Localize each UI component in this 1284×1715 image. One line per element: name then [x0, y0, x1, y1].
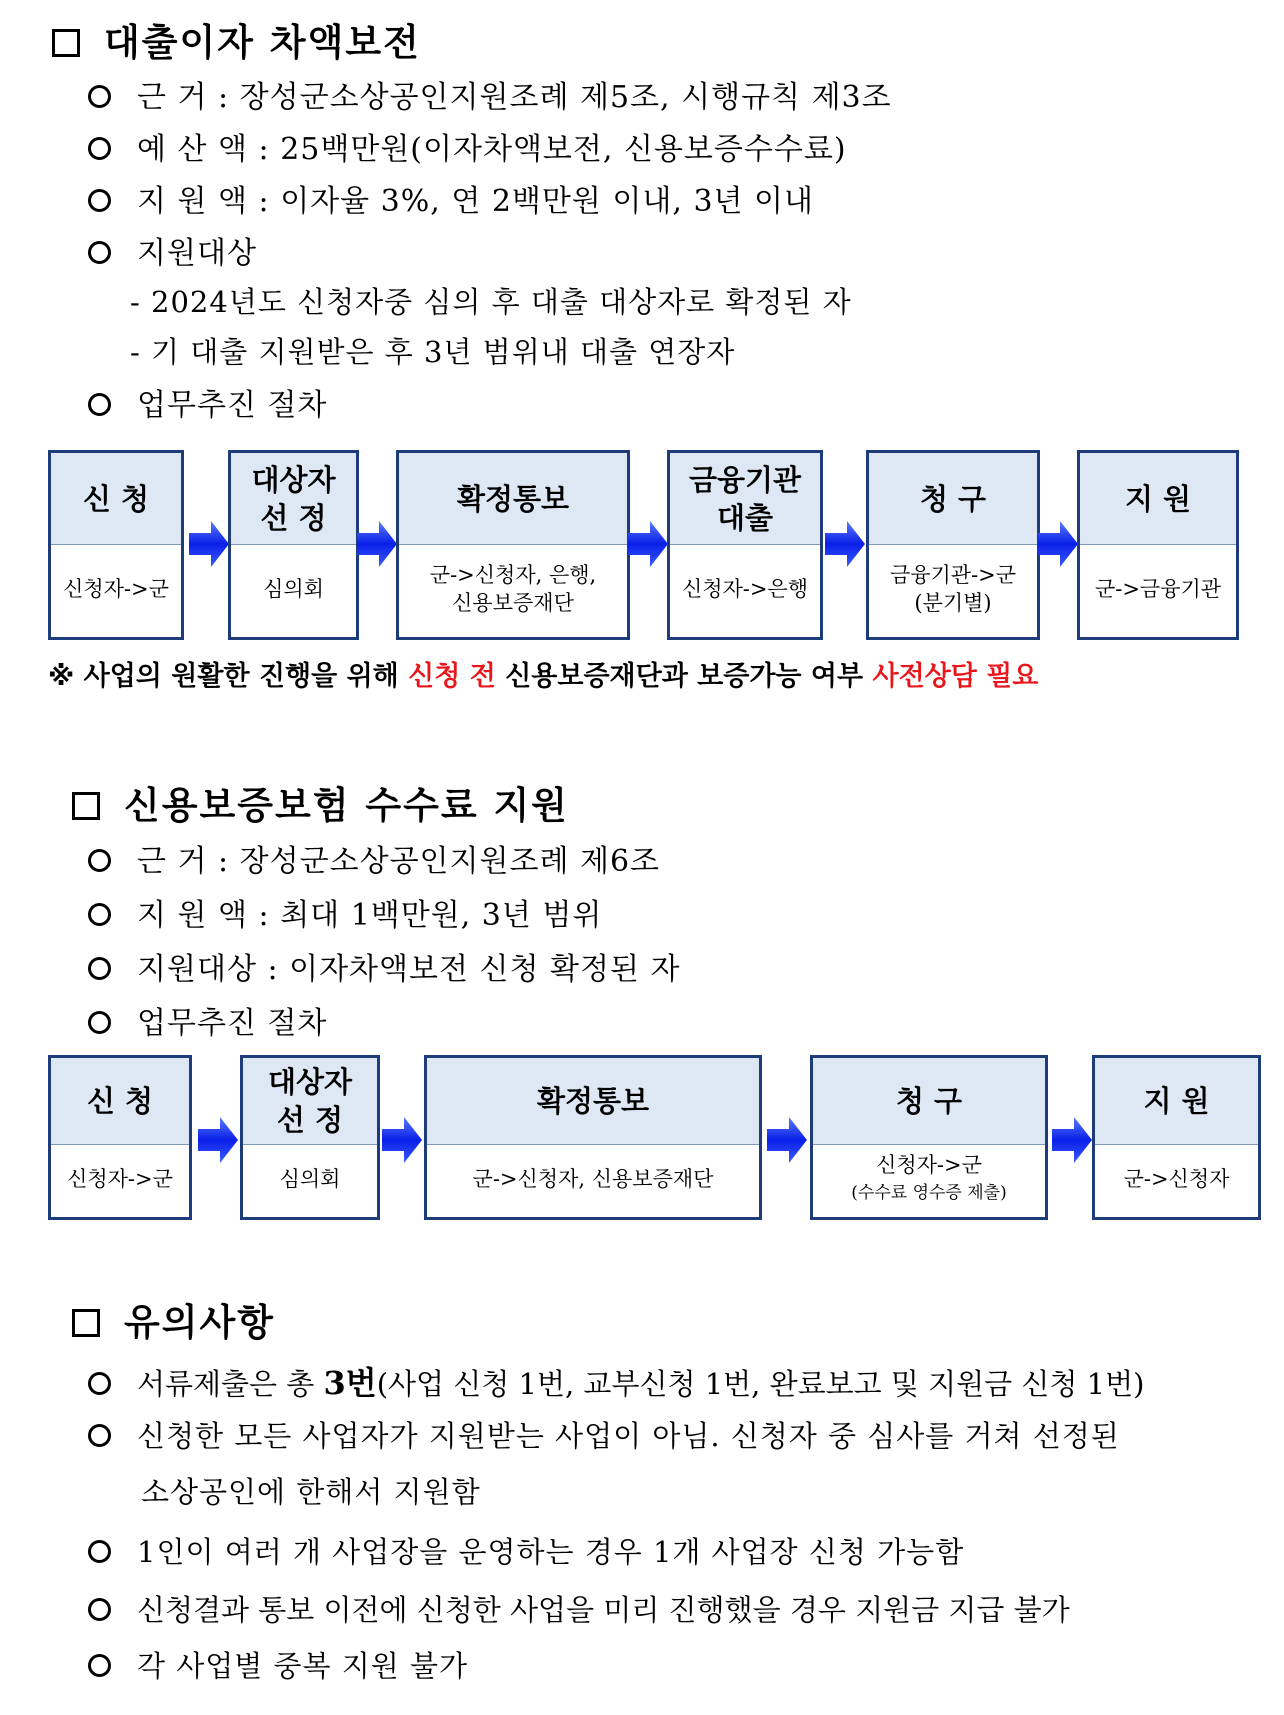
section3-item-not-all	[88, 1414, 1120, 1455]
item-text: 1인이 여러 개 사업장을 운영하는 경우 1개 사업장 신청 가능함	[137, 1535, 965, 1569]
section1-title	[52, 12, 421, 66]
step-title: 청 구	[869, 453, 1037, 545]
step-title: 확정통보	[399, 453, 627, 545]
checkbox-square-icon	[52, 29, 80, 57]
step-desc: 신청자->은행	[681, 577, 809, 601]
step-desc	[813, 1141, 1045, 1217]
step-desc: 군->신청자, 은행, 신용보증재단	[429, 563, 597, 615]
step-desc: 신청자->군	[67, 1167, 173, 1191]
circle-bullet-icon	[88, 85, 111, 108]
item-text: 신청한 모든 사업자가 지원받는 사업이 아님. 신청자 중 심사를 거쳐 선정된	[137, 1419, 1120, 1453]
note-highlight: 사전상담 필요	[872, 661, 1039, 692]
note-highlight: 신청 전	[408, 661, 496, 692]
item-text: (사업 신청 1번, 교부신청 1번, 완료보고 및 지원금 신청 1번)	[376, 1367, 1145, 1401]
step-title: 금융기관 대출	[670, 453, 820, 545]
step-title: 신 청	[51, 1058, 189, 1145]
flow1-step-apply	[48, 450, 184, 640]
section2-item-amount	[88, 890, 602, 934]
section2-process-label	[88, 998, 327, 1042]
flow2-step-apply	[48, 1055, 192, 1220]
section3-item-early	[88, 1588, 1070, 1629]
flow1-step-claim	[866, 450, 1040, 640]
step-title: 청 구	[813, 1058, 1045, 1145]
circle-bullet-icon	[88, 957, 111, 980]
step-title: 대상자 선 정	[243, 1058, 377, 1145]
checkbox-square-icon	[72, 1309, 100, 1337]
flow2-step-notify	[424, 1055, 762, 1220]
step-title: 대상자 선 정	[231, 453, 356, 545]
item-text: 업무추진 절차	[137, 1006, 328, 1041]
circle-bullet-icon	[88, 903, 111, 926]
section2-item-basis	[88, 836, 660, 880]
item-text: 지원대상	[137, 236, 257, 271]
item-text: 신청결과 통보 이전에 신청한 사업을 미리 진행했을 경우 지원금 지급 불가	[137, 1593, 1070, 1627]
circle-bullet-icon	[88, 1540, 111, 1563]
circle-bullet-icon	[88, 1654, 111, 1677]
circle-bullet-icon	[88, 189, 111, 212]
item-bold: 3번	[323, 1364, 377, 1402]
arrow-right-icon	[382, 1117, 422, 1163]
section3-item-not-all-cont: 소상공인에 한해서 지원함	[141, 1475, 481, 1509]
circle-bullet-icon	[88, 1598, 111, 1621]
section1-sub-item: - 기 대출 지원받은 후 3년 범위내 대출 연장자	[130, 335, 736, 369]
step-desc: 군->금융기관	[1094, 577, 1222, 601]
section2-title	[72, 775, 569, 829]
section3-item-documents	[88, 1358, 1144, 1404]
arrow-right-icon	[1038, 521, 1078, 567]
section1-note	[48, 654, 1038, 693]
section1-process-label	[88, 380, 327, 424]
note-text: 신용보증재단과 보증가능 여부	[495, 661, 873, 692]
flow1-step-notify	[396, 450, 630, 640]
step-desc: 신청자->군	[63, 577, 169, 601]
item-text: 각 사업별 중복 지원 불가	[137, 1649, 469, 1683]
flow1-step-support	[1077, 450, 1239, 640]
section1-title-text: 대출이자 차액보전	[104, 21, 421, 64]
flow2-step-claim	[810, 1055, 1048, 1220]
item-text: 업무추진 절차	[137, 388, 328, 423]
arrow-right-icon	[767, 1117, 807, 1163]
step-title: 지 원	[1095, 1058, 1258, 1145]
section1-item-basis	[88, 72, 892, 116]
step-desc: 군->신청자	[1123, 1167, 1230, 1191]
step-title: 지 원	[1080, 453, 1236, 545]
circle-bullet-icon	[88, 1372, 111, 1395]
section1-item-amount	[88, 176, 814, 220]
section2-item-target	[88, 944, 680, 988]
circle-bullet-icon	[88, 241, 111, 264]
section1-sub-item: - 2024년도 신청자중 심의 후 대출 대상자로 확정된 자	[130, 285, 852, 319]
circle-bullet-icon	[88, 137, 111, 160]
section2-title-text: 신용보증보험 수수료 지원	[124, 784, 569, 827]
arrow-right-icon	[198, 1117, 238, 1163]
item-text: 지원대상 : 이자차액보전 신청 확정된 자	[137, 952, 681, 987]
circle-bullet-icon	[88, 1011, 111, 1034]
section3-item-duplicate	[88, 1644, 468, 1685]
item-text: 지 원 액 : 최대 1백만원, 3년 범위	[137, 898, 603, 933]
step-title: 확정통보	[427, 1058, 759, 1145]
step-desc: 심의회	[263, 577, 324, 601]
step-desc-main: 신청자->군	[876, 1153, 982, 1177]
step-desc: 금융기관->군 (분기별)	[889, 563, 1017, 615]
section3-title-text: 유의사항	[124, 1301, 275, 1344]
circle-bullet-icon	[88, 1424, 111, 1447]
arrow-right-icon	[1052, 1117, 1092, 1163]
flow2-step-support	[1092, 1055, 1261, 1220]
arrow-right-icon	[357, 521, 397, 567]
arrow-right-icon	[825, 521, 865, 567]
step-desc-note: (수수료 영수증 제출)	[851, 1183, 1007, 1203]
flow1-step-loan	[667, 450, 823, 640]
note-text: ※ 사업의 원활한 진행을 위해	[48, 661, 409, 692]
step-title: 신 청	[51, 453, 181, 545]
flow2-step-select	[240, 1055, 380, 1220]
arrow-right-icon	[189, 521, 229, 567]
item-text: 예 산 액 : 25백만원(이자차액보전, 신용보증수수료)	[137, 132, 847, 167]
section1-item-target	[88, 228, 257, 272]
arrow-right-icon	[628, 521, 668, 567]
step-desc: 심의회	[279, 1167, 341, 1191]
circle-bullet-icon	[88, 849, 111, 872]
item-text: 지 원 액 : 이자율 3%, 연 2백만원 이내, 3년 이내	[137, 184, 815, 219]
section1-item-budget	[88, 124, 847, 168]
item-text: 근 거 : 장성군소상공인지원조례 제6조	[137, 844, 661, 879]
checkbox-square-icon	[72, 792, 100, 820]
flow1-step-select	[228, 450, 359, 640]
item-text: 근 거 : 장성군소상공인지원조례 제5조, 시행규칙 제3조	[137, 80, 892, 115]
item-text: 서류제출은 총	[137, 1367, 324, 1401]
section3-title	[72, 1292, 275, 1346]
step-desc: 군->신청자, 신용보증재단	[472, 1167, 714, 1191]
circle-bullet-icon	[88, 393, 111, 416]
section3-item-one-site	[88, 1530, 964, 1571]
